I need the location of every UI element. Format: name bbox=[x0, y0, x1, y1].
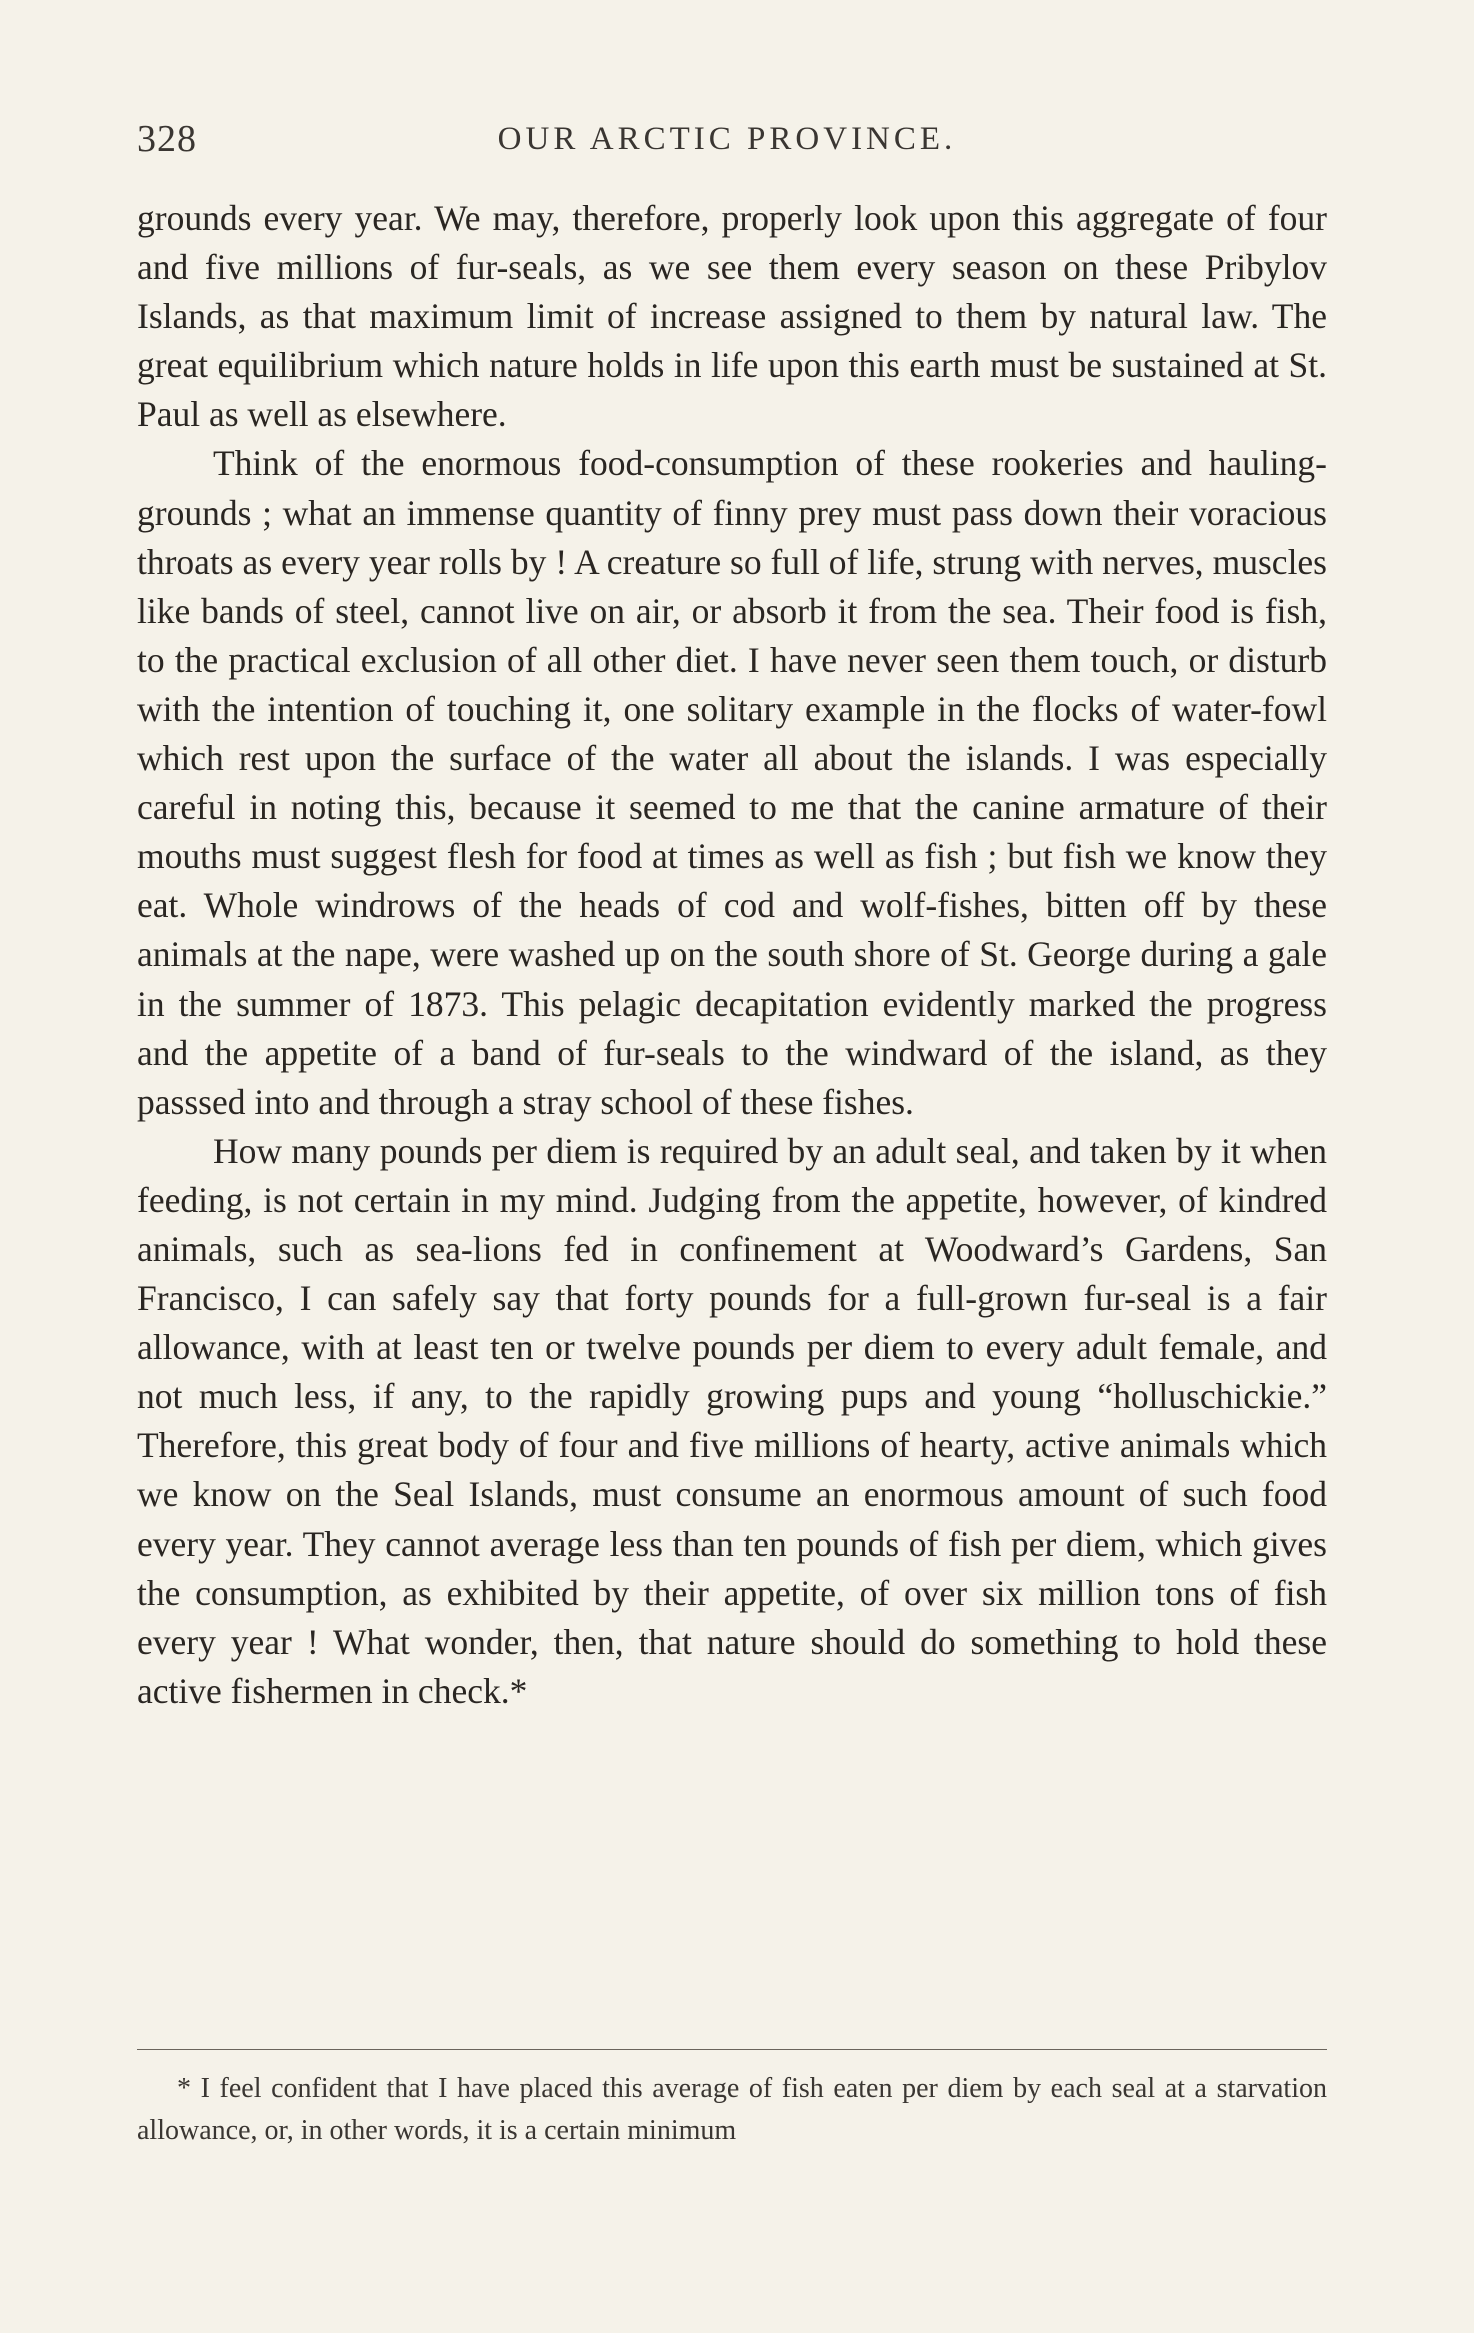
footnote-rule bbox=[137, 2049, 1327, 2050]
paragraph-daily-ration: How many pounds per diem is required by an adult seal, and taken by it when feeding, is not certain in my mind. Judging from the appetite, however, of kindred animals, such as sea-lions fed in confinement at Woodward’s Gardens, San Francisco, I can safely say that forty pounds for a full-grown fur-seal is a fair allowance, with at least ten or twelve pounds per diem to every adult female, and not much less, if any, to the rapidly growing pups and young “holluschickie.” Therefore, this great body of four and five millions of hearty, active animals which we know on the Seal Islands, must consume an enormous amount of such food every year. They cannot average less than ten pounds of fish per diem, which gives the consumption, as exhibited by their appetite, of over six million tons of fish every year ! What wonder, then, that nature should do something to hold these active fishermen in check.* bbox=[137, 1130, 1327, 1711]
page-number: 328 bbox=[137, 118, 197, 160]
running-title: OUR ARCTIC PROVINCE. bbox=[497, 121, 957, 157]
body-text bbox=[137, 194, 1327, 1716]
running-head bbox=[137, 112, 1317, 166]
footnote: * I feel confident that I have placed this average of fish eaten per diem by each seal at a starvation allowance, or, in other words, it is a certain minimum bbox=[137, 2073, 1327, 2146]
paragraph-continued: grounds every year. We may, therefore, properly look upon this aggregate of four and five millions of fur-seals, as we see them every season on these Pribylov Islands, as that maximum limit of increase assigned to them by natural law. The great equilibrium which nature holds in life upon this earth must be sustained at St. Paul as well as elsewhere. bbox=[137, 198, 1327, 435]
paragraph-food-consumption: Think of the enormous food-consumption of these rookeries and hauling-grounds ; what an immense quantity of finny prey must pass down their voracious throats as every year rolls by ! A creature so full of life, strung with nerves, muscles like bands of steel, cannot live on air, or absorb it from the sea. Their food is fish, to the practical exclusion of all other diet. I have never seen them touch, or disturb with the intention of touching it, one solitary example in the flocks of water-fowl which rest upon the surface of the water all about the islands. I was especially careful in noting this, because it seemed to me that the canine armature of their mouths must suggest flesh for food at times as well as fish ; but fish we know they eat. Whole windrows of the heads of cod and wolf-fishes, bitten off by these animals at the nape, were washed up on the south shore of St. George during a gale in the summer of 1873. This pelagic decapitation evidently marked the progress and the appetite of a band of fur-seals to the windward of the island, as they passsed into and through a stray school of these fishes. bbox=[137, 443, 1327, 1122]
